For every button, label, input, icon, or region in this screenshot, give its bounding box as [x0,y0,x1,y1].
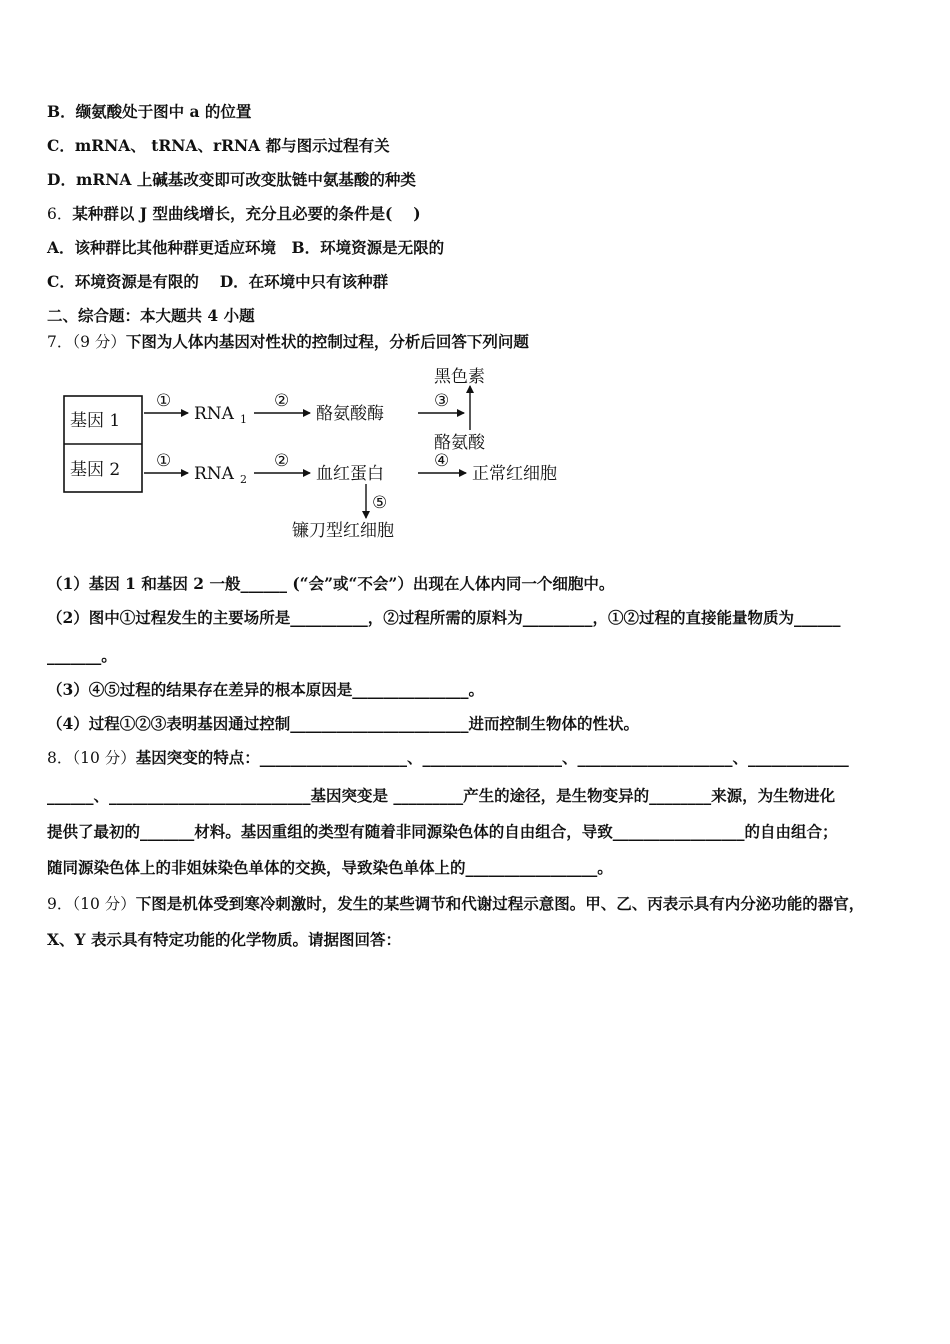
step-2-label: ② [274,451,290,471]
question-8 [47,748,849,768]
question-number: 8．（10 分） [47,749,136,767]
option-d: D．mRNA 上碱基改变即可改变肽链中氨基酸的种类 [47,170,416,189]
q8-line-2: ______、__________________________基因突变是 _________产生的途径，是生物变异的________来源，为生物进化 [47,786,836,805]
step-3-label: ③ [434,391,450,411]
q9-line-2: X、Y 表示具有特定功能的化学物质。请据图回答： [47,930,401,949]
section-heading: 二、综合题：本大题共 4 小题 [47,306,255,325]
question-number: 9．（10 分） [47,895,136,913]
question-text: 下图是机体受到寒冷刺激时，发生的某些调节和代谢过程示意图。甲、乙、丙表示具有内分泌功能的器官， [135,894,865,913]
step-1-label: ① [156,391,172,411]
step-1-label: ① [156,451,172,471]
question-text: 某种群以 J 型曲线增长，充分且必要的条件是( ) [72,204,421,223]
step-4-label: ④ [434,451,450,471]
question-6 [47,204,421,224]
option-c: C．mRNA、 tRNA、rRNA 都与图示过程有关 [47,136,390,155]
gene-2-label: 基因 2 [70,460,121,480]
rna-2-subscript: 2 [240,473,247,486]
option-b: B．缬氨酸处于图中 a 的位置 [47,102,252,121]
rna-1-subscript: 1 [240,413,247,426]
question-7 [47,332,529,352]
melanin-label: 黑色素 [434,367,485,387]
q8-line-3: 提供了最初的_______材料。基因重组的类型有随着非同源染色体的自由组合，导致_________________的自由组合； [47,822,838,841]
tyrosinase-label: 酪氨酸酶 [316,404,384,424]
q7-part-3: （3）④⑤过程的结果存在差异的根本原因是_______________。 [47,680,485,699]
normal-rbc-label: 正常红细胞 [472,464,557,484]
rna-1-label: RNA [194,404,234,424]
q6-options-cd: C．环境资源是有限的 D．在环境中只有该种群 [47,272,389,291]
question-9 [47,894,864,914]
gene-control-diagram [60,364,620,546]
hemoglobin-label: 血红蛋白 [316,464,384,484]
q7-part-2: （2）图中①过程发生的主要场所是__________，②过程所需的原料为_________，①②过程的直接能量物质为______ [47,608,841,627]
tyrosine-label: 酪氨酸 [434,433,485,453]
q7-part-2-continued: _______。 [47,646,117,665]
question-text: 下图为人体内基因对性状的控制过程，分析后回答下列问题 [125,332,529,351]
question-number: 6． [47,205,73,223]
q6-options-ab: A．该种群比其他种群更适应环境 B．环境资源是无限的 [47,238,445,257]
question-number: 7．（9 分） [47,333,126,351]
step-5-label: ⑤ [372,493,388,513]
question-text: 基因突变的特点：___________________、__________________、____________________、_____________ [135,748,849,767]
gene-1-label: 基因 1 [70,411,121,431]
q8-line-4: 随同源染色体上的非姐妹染色单体的交换，导致染色单体上的_________________。 [47,858,613,877]
step-2-label: ② [274,391,290,411]
rna-2-label: RNA [194,464,234,484]
q7-part-1: （1）基因 1 和基因 2 一般______ (“会”或“不会”）出现在人体内同一个细胞中。 [47,574,615,593]
sickle-rbc-label: 镰刀型红细胞 [292,521,394,541]
q7-part-4: （4）过程①②③表明基因通过控制_______________________进而控制生物体的性状。 [47,714,640,733]
